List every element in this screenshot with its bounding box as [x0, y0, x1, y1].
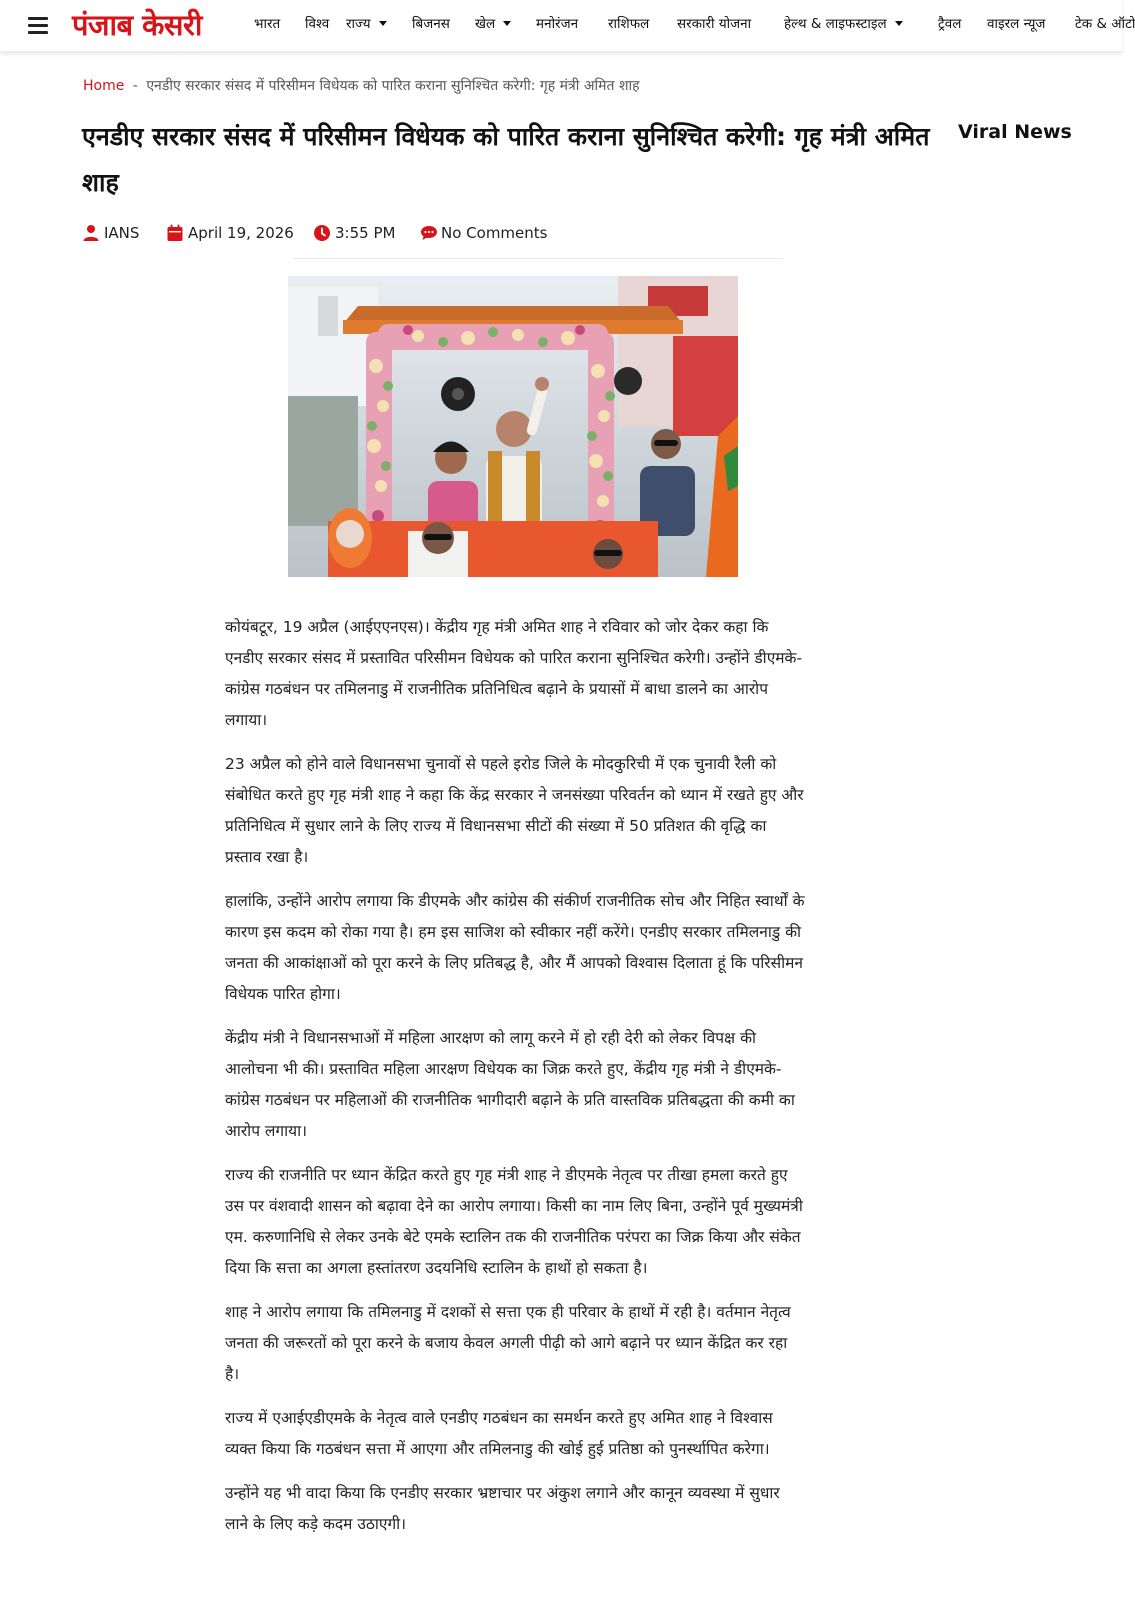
comment-icon [420, 224, 438, 242]
nav-item-khel[interactable]: खेल [475, 13, 511, 35]
breadcrumb-home-link[interactable]: Home [83, 78, 125, 94]
nav-item-rajya[interactable]: राज्य [346, 13, 387, 35]
nav-item-health-lifestyle[interactable]: हेल्थ & लाइफस्टाइल [784, 13, 903, 35]
featured-image [288, 276, 738, 577]
chevron-down-icon [379, 21, 387, 26]
breadcrumb [83, 74, 640, 98]
article-paragraph: कोयंबटूर, 19 अप्रैल (आईएएनएस)। केंद्रीय गृह मंत्री अमित शाह ने रविवार को जोर देकर कहा कि एनडीए सरकार संसद में प्रस्तावित परिसीमन विधेयक को पारित कराना सुनिश्चित करेगी। उन्होंने डीएमके-कांग्रेस गठबंधन पर तमिलनाडु में राजनीतिक प्रतिनिधित्व बढ़ाने के प्रयासों में बाधा डालने का आरोप लगाया। [225, 618, 803, 729]
clock-icon [313, 224, 331, 242]
breadcrumb-separator: - [132, 78, 138, 94]
article-paragraph: उन्होंने यह भी वादा किया कि एनडीए सरकार भ्रष्टाचार पर अंकुश लगाने और कानून व्यवस्था में सुधार लाने के लिए कड़े कदम उठाएगी। [225, 1484, 780, 1533]
nav-item-manoranjan[interactable]: मनोरंजन [536, 16, 579, 32]
chevron-down-icon [895, 21, 903, 26]
article-title: एनडीए सरकार संसद में परिसीमन विधेयक को पारित कराना सुनिश्चित करेगी: गृह मंत्री अमित शाह [82, 122, 930, 197]
rally-photo [288, 276, 738, 577]
nav-item-sarkari-yojana[interactable]: सरकारी योजना [677, 16, 752, 32]
publish-time: 3:55 PM [335, 224, 396, 242]
publish-date: April 19, 2026 [188, 224, 294, 242]
calendar-icon [166, 224, 184, 242]
site-header [0, 0, 1135, 52]
site-logo[interactable]: पंजाब केसरी [72, 8, 202, 42]
author-name: IANS [104, 224, 140, 242]
hamburger-menu-icon[interactable] [28, 17, 50, 35]
nav-item-viral-news[interactable]: वाइरल न्यूज [987, 16, 1046, 32]
article-paragraph: 23 अप्रैल को होने वाले विधानसभा चुनावों से पहले इरोड जिले के मोदकुरिची में एक चुनावी रैली को संबोधित करते हुए गृह मंत्री शाह ने कहा कि केंद्र सरकार ने जनसंख्या परिवर्तन को ध्यान में रखते हुए और प्रतिनिधित्व में सुधार लाने के लिए राज्य में विधानसभा सीटों की संख्या में 50 प्रतिशत की वृद्धि का प्रस्ताव रखा है। [225, 755, 804, 866]
nav-item-vishwa[interactable]: विश्व [305, 16, 330, 32]
comments-count: No Comments [441, 224, 548, 242]
nav-item-rashifal[interactable]: राशिफल [608, 16, 650, 32]
sidebar-heading-viral-news: Viral News [958, 121, 1072, 143]
breadcrumb-current: एनडीए सरकार संसद में परिसीमन विधेयक को पारित कराना सुनिश्चित करेगी: गृह मंत्री अमित शाह [146, 78, 640, 94]
nav-item-tech-auto[interactable]: टेक & ऑटो [1075, 16, 1135, 32]
article-paragraph: राज्य में एआईएडीएमके के नेतृत्व वाले एनडीए गठबंधन का समर्थन करते हुए अमित शाह ने विश्वास व्यक्त किया कि गठबंधन सत्ता में आएगा और तमिलनाडु की खोई हुई प्रतिष्ठा को पुनर्स्थापित करेगा। [225, 1409, 773, 1458]
user-icon [82, 224, 100, 242]
chevron-down-icon [503, 21, 511, 26]
article-paragraph: राज्य की राजनीति पर ध्यान केंद्रित करते हुए गृह मंत्री शाह ने डीएमके नेतृत्व पर तीखा हमला करते हुए उस पर वंशवादी शासन को बढ़ावा देने का आरोप लगाया। किसी का नाम लिए बिना, उन्होंने पूर्व मुख्यमंत्री एम. करुणानिधि से लेकर उनके बेटे एमके स्टालिन तक की राजनीतिक परंपरा का जिक्र किया और संकेत दिया कि सत्ता का अगला हस्तांतरण उदयनिधि स्टालिन के हाथों हो सकता है। [225, 1166, 803, 1277]
article-paragraph: हालांकि, उन्होंने आरोप लगाया कि डीएमके और कांग्रेस की संकीर्ण राजनीतिक सोच और निहित स्वार्थों के कारण इस कदम को रोका गया है। हम इस साजिश को स्वीकार नहीं करेंगे। एनडीए सरकार तमिलनाडु की जनता की आकांक्षाओं को पूरा करने के लिए प्रतिबद्ध है, और मैं आपको विश्वास दिलाता हूं कि परिसीमन विधेयक पारित होगा। [225, 892, 805, 1003]
article-body [225, 612, 805, 1553]
nav-item-bharat[interactable]: भारत [254, 16, 281, 32]
article-paragraph: केंद्रीय मंत्री ने विधानसभाओं में महिला आरक्षण को लागू करने में हो रही देरी को लेकर विपक्ष की आलोचना भी की। प्रस्तावित महिला आरक्षण विधेयक का जिक्र करते हुए, केंद्रीय गृह मंत्री ने डीएमके-कांग्रेस गठबंधन पर महिलाओं की राजनीतिक भागीदारी बढ़ाने के प्रति वास्तविक प्रतिबद्धता की कमी का आरोप लगाया। [225, 1029, 795, 1140]
article-paragraph: शाह ने आरोप लगाया कि तमिलनाडु में दशकों से सत्ता एक ही परिवार के हाथों में रही है। वर्तमान नेतृत्व जनता की जरूरतों को पूरा करने के बजाय केवल अगली पीढ़ी को आगे बढ़ाने पर ध्यान केंद्रित कर रहा है। [225, 1303, 791, 1383]
meta-divider [293, 258, 783, 259]
nav-item-travel[interactable]: ट्रैवल [938, 16, 962, 32]
nav-item-business[interactable]: बिजनस [412, 16, 450, 32]
